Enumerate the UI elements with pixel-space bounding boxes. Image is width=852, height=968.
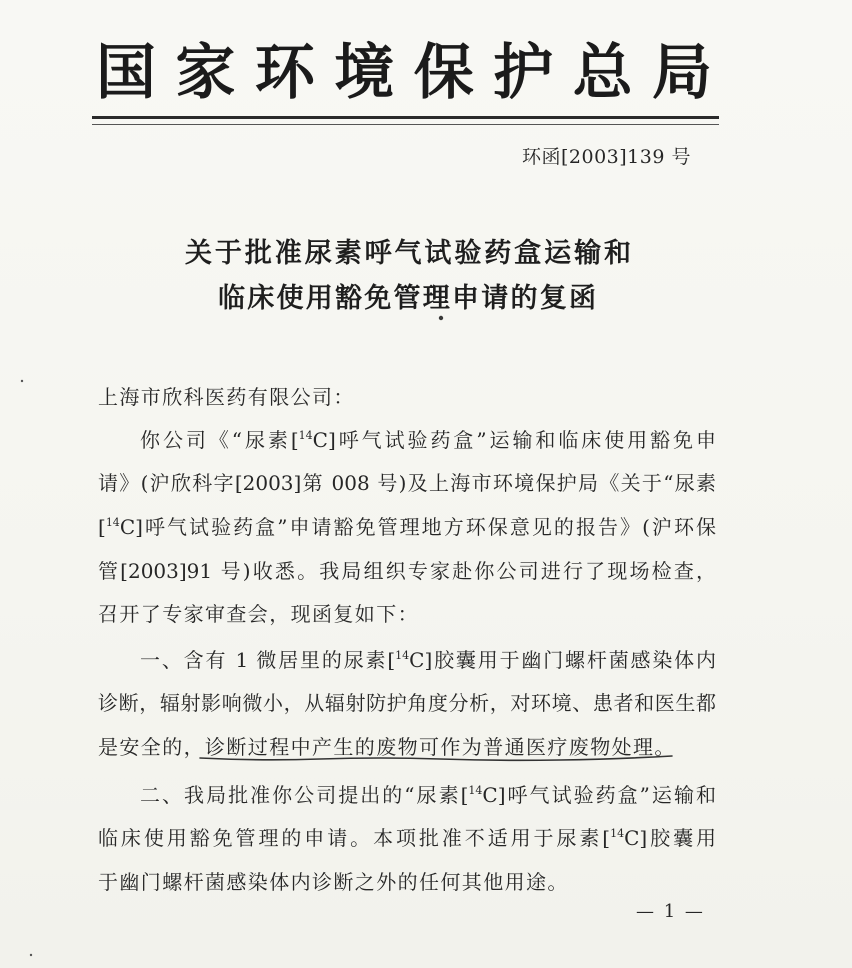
- isotope-superscript: 14: [610, 827, 625, 840]
- paragraph-2-line-1: [140, 646, 716, 674]
- scan-speck: [30, 954, 32, 956]
- paragraph-1-line-1: [140, 426, 716, 454]
- scan-speck: [439, 316, 443, 320]
- letterhead-thick-rule: [92, 116, 719, 119]
- paragraph-2-line-2: 诊断，辐射影响微小，从辐射防护角度分析，对环境、患者和医生都: [98, 691, 716, 715]
- text-segment: C]胶囊用于幽门螺杆菌感染体内: [409, 648, 716, 672]
- addressee: 上海市欣科医药有限公司：: [98, 385, 355, 409]
- paragraph-3-line-1: [140, 781, 716, 809]
- text-segment: C]呼气试验药盒”运输和临床使用豁免申: [312, 428, 716, 452]
- text-segment: 临床使用豁免管理的申请。本项批准不适用于尿素[: [98, 826, 611, 850]
- paragraph-1-line-3: [98, 513, 716, 541]
- text-segment: 你公司《“尿素[: [140, 428, 299, 452]
- paragraph-1-line-2: 请》(沪欣科字[2003]第 008 号)及上海市环境保护局《关于“尿素: [98, 471, 716, 495]
- page-number: — 1 —: [636, 901, 705, 922]
- isotope-superscript: 14: [395, 649, 410, 662]
- document-number: 环函[2003]139 号: [522, 146, 691, 168]
- isotope-superscript: 14: [298, 429, 313, 442]
- underlined-phrase: 诊断过程中产生的废物可作为普通医疗废物处理。: [205, 735, 676, 759]
- paragraph-3-line-3: 于幽门螺杆菌感染体内诊断之外的任何其他用途。: [98, 870, 569, 894]
- text-segment: C]呼气试验药盒”运输和: [482, 783, 716, 807]
- letterhead-thin-rule: [92, 124, 719, 125]
- agency-letterhead: 国家环境保护总局: [96, 38, 712, 108]
- isotope-superscript: 14: [105, 516, 120, 529]
- isotope-superscript: 14: [468, 784, 483, 797]
- text-segment: 二、我局批准你公司提出的“尿素[: [140, 783, 469, 807]
- text-segment: C]胶囊用: [624, 826, 717, 850]
- text-segment: 是安全的，: [98, 735, 205, 759]
- paragraph-2-line-3: [98, 733, 676, 761]
- text-segment: C]呼气试验药盒”申请豁免管理地方环保意见的报告》(沪环保: [119, 515, 716, 539]
- paragraph-3-line-2: [98, 824, 716, 852]
- scan-speck: [21, 380, 23, 382]
- paragraph-1-line-5: 召开了专家审查会，现函复如下：: [98, 602, 419, 626]
- text-segment: 一、含有 1 微居里的尿素[: [140, 648, 396, 672]
- title-line-1: 关于批准尿素呼气试验药盒运输和: [185, 238, 631, 269]
- title-line-2: 临床使用豁免管理申请的复函: [218, 283, 596, 314]
- text-segment: [: [98, 515, 106, 539]
- paragraph-1-line-4: 管[2003]91 号)收悉。我局组织专家赴你公司进行了现场检查，: [98, 559, 716, 583]
